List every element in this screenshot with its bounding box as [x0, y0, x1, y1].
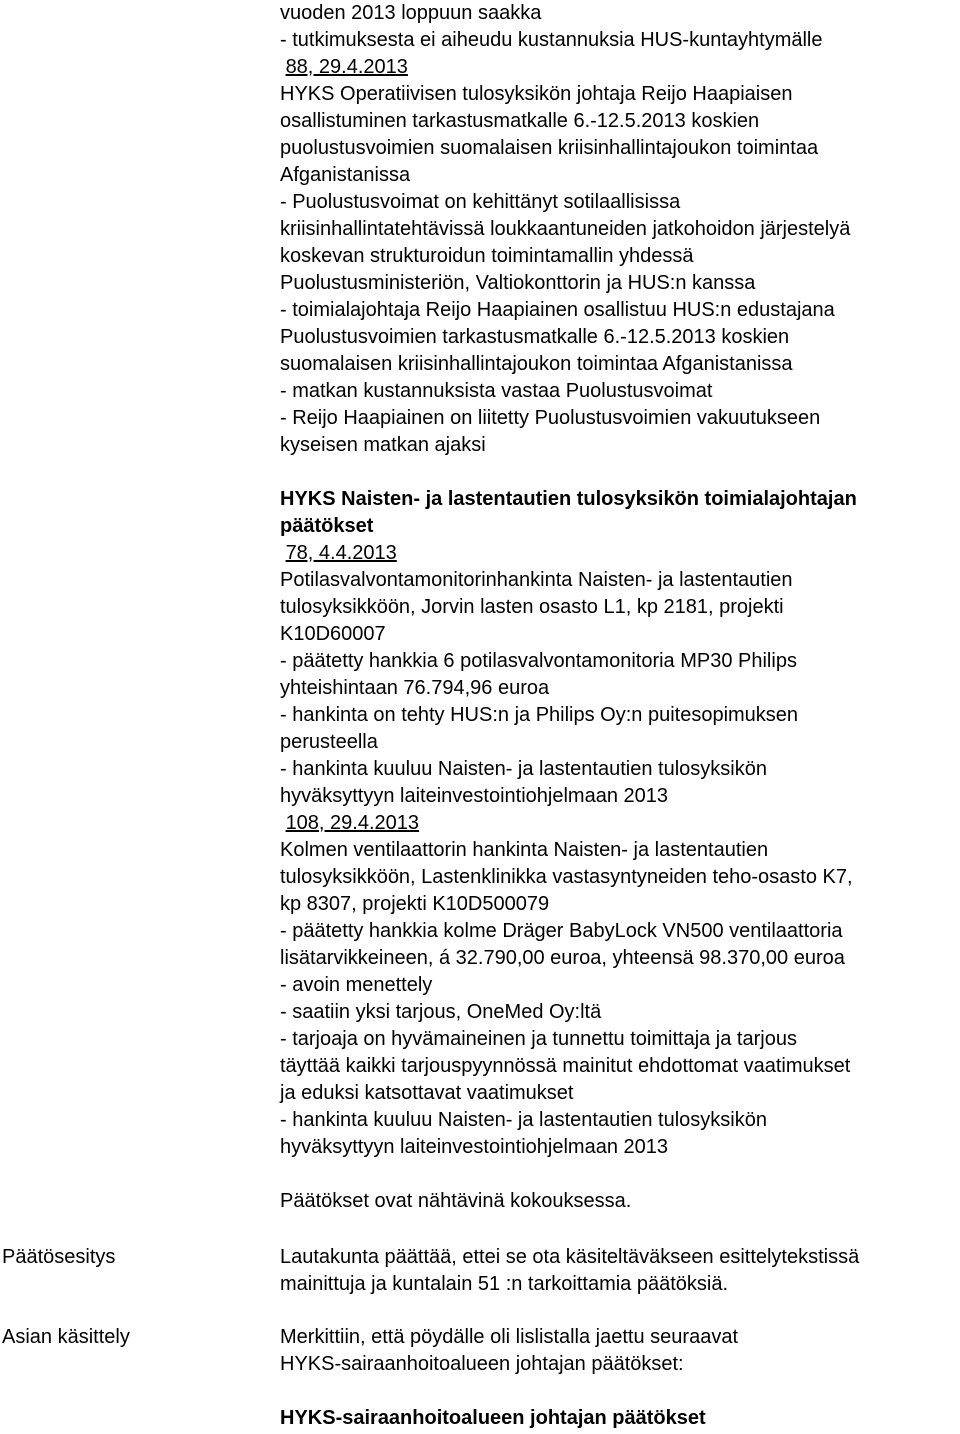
text-line: tulosyksikköön, Lastenklinikka vastasyntyneiden teho-osasto K7,: [280, 866, 853, 888]
spacer: [280, 1378, 958, 1405]
text-line: - hankinta kuuluu Naisten- ja lastentautien tulosyksikön: [280, 1109, 767, 1131]
availability-note: Päätökset ovat nähtävinä kokouksessa.: [280, 1190, 632, 1212]
decision-ref-108: [280, 810, 958, 837]
proposal-text: [280, 1244, 958, 1298]
text-line: - avoin menettely: [280, 974, 433, 996]
text-line: kp 8307, projekti K10D500079: [280, 893, 550, 915]
text-line: Afganistanissa: [280, 164, 411, 186]
text-line: suomalaisen kriisinhallintajoukon toimintaa Afganistanissa: [280, 353, 793, 375]
text-line: - hankinta kuuluu Naisten- ja lastentautien tulosyksikön: [280, 758, 767, 780]
text-line: lisätarvikkeineen, á 32.790,00 euroa, yhteensä 98.370,00 euroa: [280, 947, 845, 969]
handling-label: Asian käsittely: [2, 1326, 130, 1348]
text-line: hyväksyttyyn laiteinvestointiohjelmaan 2013: [280, 785, 668, 807]
text-line: Puolustusvoimien tarkastusmatkalle 6.-12.5.2013 koskien: [280, 326, 790, 348]
text-line: tulosyksikköön, Jorvin lasten osasto L1, kp 2181, projekti: [280, 596, 784, 618]
section-heading: HYKS Naisten- ja lastentautien tulosyksikön toimialajohtajan: [280, 488, 857, 510]
text-line: K10D60007: [280, 623, 386, 645]
text-line: osallistuminen tarkastusmatkalle 6.-12.5.2013 koskien: [280, 110, 760, 132]
text-line: - Reijo Haapiainen on liitetty Puolustusvoimien vakuutukseen: [280, 407, 821, 429]
text-line: Potilasvalvontamonitorinhankinta Naisten- ja lastentautien: [280, 569, 793, 591]
text-line: Lautakunta päättää, ettei se ota käsiteltäväkseen esittelytekstissä: [280, 1246, 860, 1268]
text-line: HYKS Operatiivisen tulosyksikön johtaja Reijo Haapiaisen: [280, 83, 793, 105]
section-heading: HYKS-sairaanhoitoalueen johtajan päätökset: [280, 1407, 706, 1429]
handling-text: [280, 1324, 958, 1432]
text-line: - toimialajohtaja Reijo Haapiainen osallistuu HUS:n edustajana: [280, 299, 835, 321]
text-line: - matkan kustannuksista vastaa Puolustusvoimat: [280, 380, 713, 402]
decision-ref-78-text: 78, 4.4.2013: [285, 542, 397, 564]
spacer: [280, 459, 958, 486]
text-line: täyttää kaikki tarjouspyynnössä mainitut ehdottomat vaatimukset: [280, 1055, 851, 1077]
section-heading: päätökset: [280, 515, 374, 537]
text-line: perusteella: [280, 731, 378, 753]
text-line: kriisinhallintatehtävissä loukkaantuneiden jatkohoidon järjestelyä: [280, 218, 851, 240]
text-line: mainittuja ja kuntalain 51 :n tarkoittamia päätöksiä.: [280, 1273, 729, 1295]
text-line: hyväksyttyyn laiteinvestointiohjelmaan 2013: [280, 1136, 668, 1158]
text-line: - saatiin yksi tarjous, OneMed Oy:ltä: [280, 1001, 602, 1023]
text-line: - Puolustusvoimat on kehittänyt sotilaallisissa: [280, 191, 681, 213]
main-column: [280, 0, 958, 1215]
decision-ref-78: [280, 540, 958, 567]
decision-ref-88-text: 88, 29.4.2013: [285, 56, 408, 78]
proposal-label: Päätösesitys: [2, 1246, 116, 1268]
text-line: puolustusvoimien suomalaisen kriisinhallintajoukon toimintaa: [280, 137, 819, 159]
text-line: Kolmen ventilaattorin hankinta Naisten- ja lastentautien: [280, 839, 769, 861]
spacer: [280, 1161, 958, 1188]
text-line: HYKS-sairaanhoitoalueen johtajan päätökset:: [280, 1353, 684, 1375]
text-line: - tutkimuksesta ei aiheudu kustannuksia HUS-kuntayhtymälle: [280, 29, 823, 51]
decision-ref-108-text: 108, 29.4.2013: [285, 812, 420, 834]
text-line: kyseisen matkan ajaksi: [280, 434, 486, 456]
text-line: koskevan strukturoidun toimintamallin yhdessä: [280, 245, 694, 267]
text-line: vuoden 2013 loppuun saakka: [280, 2, 542, 24]
text-line: - hankinta on tehty HUS:n ja Philips Oy:n puitesopimuksen: [280, 704, 799, 726]
text-line: Merkittiin, että pöydälle oli lislistalla jaettu seuraavat: [280, 1326, 738, 1348]
decision-ref-88: [280, 54, 958, 81]
text-line: - tarjoaja on hyvämaineinen ja tunnettu toimittaja ja tarjous: [280, 1028, 797, 1050]
text-line: ja eduksi katsottavat vaatimukset: [280, 1082, 574, 1104]
text-line: Puolustusministeriön, Valtiokonttorin ja HUS:n kanssa: [280, 272, 756, 294]
text-line: yhteishintaan 76.794,96 euroa: [280, 677, 550, 699]
text-line: - päätetty hankkia 6 potilasvalvontamonitoria MP30 Philips: [280, 650, 797, 672]
text-line: - päätetty hankkia kolme Dräger BabyLock VN500 ventilaattoria: [280, 920, 843, 942]
